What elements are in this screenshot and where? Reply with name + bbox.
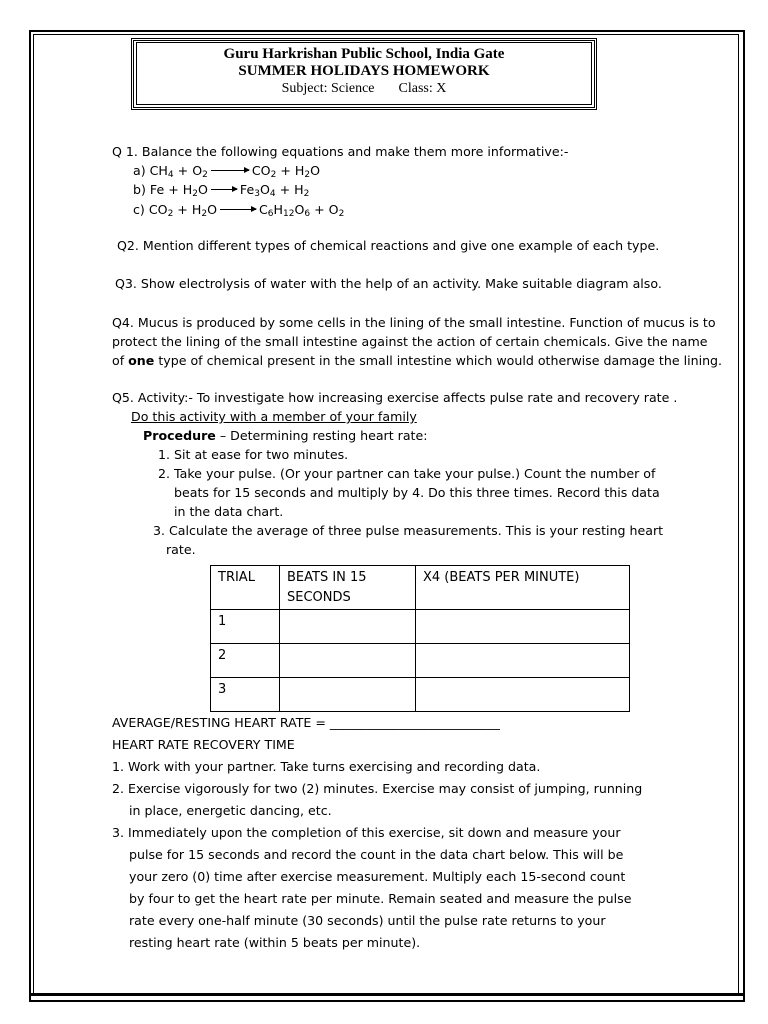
procedure-step: rate. xyxy=(166,542,196,557)
table-row xyxy=(211,610,630,644)
table-cell[interactable] xyxy=(280,610,416,644)
table-cell: 2 xyxy=(211,644,280,678)
procedure-line xyxy=(143,428,427,444)
table-cell[interactable] xyxy=(280,644,416,678)
school-name: Guru Harkrishan Public School, India Gate xyxy=(223,46,505,62)
recovery-line: 1. Work with your partner. Take turns exercising and recording data. xyxy=(112,759,541,774)
procedure-step: 3. Calculate the average of three pulse measurements. This is your resting heart xyxy=(153,523,664,538)
table-row xyxy=(211,678,630,712)
q4-line3-pre: of xyxy=(112,353,129,368)
q4-line3 xyxy=(112,353,722,369)
q4-line3-post: type of chemical present in the small intestine which would otherwise damage the lining. xyxy=(154,353,723,368)
table-cell[interactable] xyxy=(416,610,630,644)
q5-family-instruction: Do this activity with a member of your family xyxy=(131,409,417,424)
q4-line1: Q4. Mucus is produced by some cells in the lining of the small intestine. Function of mucus is to xyxy=(112,315,716,330)
subject-label: Subject: Science xyxy=(281,81,375,96)
q4-line3-bold: one xyxy=(128,353,155,368)
table-cell[interactable] xyxy=(416,678,630,712)
q1-b-label: b) xyxy=(133,182,146,197)
procedure-text: – Determining resting heart rate: xyxy=(215,428,428,443)
recovery-heading: HEART RATE RECOVERY TIME xyxy=(112,737,295,752)
table-header-cell: BEATS IN 15 SECONDS xyxy=(280,566,416,610)
average-heart-rate-line: AVERAGE/RESTING HEART RATE = ___________________________ xyxy=(112,715,500,730)
recovery-line: rate every one-half minute (30 seconds) until the pulse rate returns to your xyxy=(129,913,606,928)
table-cell: 1 xyxy=(211,610,280,644)
q5-line1: Q5. Activity:- To investigate how increasing exercise affects pulse rate and recovery rate . xyxy=(112,390,678,405)
recovery-line: pulse for 15 seconds and record the count in the data chart below. This will be xyxy=(129,847,624,862)
procedure-step: 1. Sit at ease for two minutes. xyxy=(158,447,349,462)
table-cell: 3 xyxy=(211,678,280,712)
q2-text: Q2. Mention different types of chemical reactions and give one example of each type. xyxy=(117,238,660,253)
table-cell[interactable] xyxy=(280,678,416,712)
homework-title: SUMMER HOLIDAYS HOMEWORK xyxy=(238,63,490,79)
q3-text: Q3. Show electrolysis of water with the help of an activity. Make suitable diagram also. xyxy=(115,276,662,291)
recovery-line: your zero (0) time after exercise measurement. Multiply each 15-second count xyxy=(129,869,626,884)
recovery-line: resting heart rate (within 5 beats per minute). xyxy=(129,935,421,950)
q1-c-label: c) xyxy=(133,202,145,217)
procedure-step: 2. Take your pulse. (Or your partner can take your pulse.) Count the number of xyxy=(158,466,656,481)
procedure-step: beats for 15 seconds and multiply by 4. Do this three times. Record this data xyxy=(174,485,660,500)
table-header-cell: TRIAL xyxy=(211,566,280,610)
recovery-line: in place, energetic dancing, etc. xyxy=(129,803,332,818)
recovery-line: by four to get the heart rate per minute. Remain seated and measure the pulse xyxy=(129,891,632,906)
q1-equation-c: c) $CO_2 + H_2O$ $C_6H_{12}O_6 + O_2$ xyxy=(133,202,345,219)
table-header-row xyxy=(211,566,630,610)
table-header-cell: X4 (BEATS PER MINUTE) xyxy=(416,566,630,610)
q1-equation-a: a) $CH_4 + O_2$ $CO_2 + H_2O$ xyxy=(133,163,321,180)
table-row xyxy=(211,644,630,678)
procedure-step: in the data chart. xyxy=(174,504,284,519)
recovery-line: 2. Exercise vigorously for two (2) minutes. Exercise may consist of jumping, running xyxy=(112,781,643,796)
table-cell[interactable] xyxy=(416,644,630,678)
pulse-data-table xyxy=(210,565,630,712)
procedure-label: Procedure xyxy=(143,428,216,443)
q1-text: Q 1. Balance the following equations and make them more informative:- xyxy=(112,144,569,159)
q1-equation-b: b) $Fe + H_2O$ $Fe_3O_4 + H_2$ xyxy=(133,182,310,199)
subject-class-line xyxy=(131,81,597,97)
class-label: Class: X xyxy=(398,81,447,96)
q4-line2: protect the lining of the small intestine against the action of certain chemicals. Give the name xyxy=(112,334,708,349)
q1-a-label: a) xyxy=(133,163,146,178)
page-border-bottom xyxy=(29,993,745,996)
recovery-line: 3. Immediately upon the completion of this exercise, sit down and measure your xyxy=(112,825,621,840)
